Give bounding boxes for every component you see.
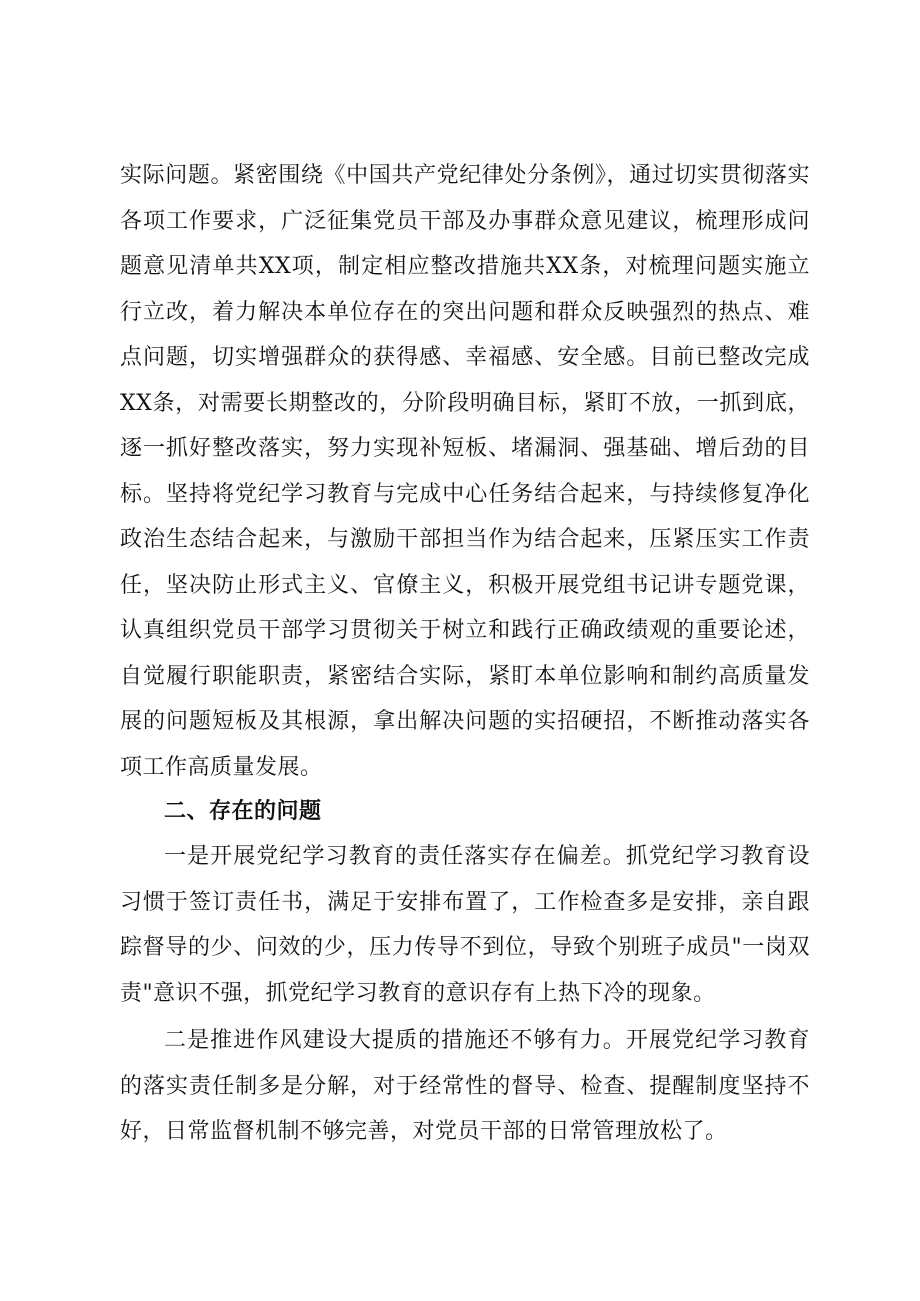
paragraph-implementation-summary: 实际问题。紧密围绕《中国共产党纪律处分条例》，通过切实贯彻落实各项工作要求，广泛征集党员干部及办事群众意见建议，梳理形成问题意见清单共XX项，制定相应整改措施共XX条，对梳理问题实施立行立改，着力解决本单位存在的突出问题和群众反映强烈的热点、难点问题，切实增强群众的获得感、幸福感、安全感。目前已整改完成XX条，对需要长期整改的，分阶段明确目标，紧盯不放，一抓到底，逐一抓好整改落实，努力实现补短板、堵漏洞、强基础、增后劲的目标。坚持将党纪学习教育与完成中心任务结合起来，与持续修复净化政治生态结合起来，与激励干部担当作为结合起来，压紧压实工作责任，坚决防止形式主义、官僚主义，积极开展党组书记讲专题党课，认真组织党员干部学习贯彻关于树立和践行正确政绩观的重要论述，自觉履行职能职责，紧密结合实际，紧盯本单位影响和制约高质量发展的问题短板及其根源，拿出解决问题的实招硬招，不断推动落实各项工作高质量发展。 xyxy=(120,163,810,780)
paragraph-problem-one: 一是开展党纪学习教育的责任落实存在偏差。抓党纪学习教育设习惯于签订责任书，满足于安排布置了，工作检查多是安排，亲自跟踪督导的少、问效的少，压力传导不到位，导致个别班子成员"一岗双责"意识不强，抓党纪学习教育的意识存有上热下冷的现象。 xyxy=(120,844,810,1006)
document-body xyxy=(120,153,810,1155)
paragraph-problem-two: 二是推进作风建设大提质的措施还不够有力。开展党纪学习教育的落实责任制多是分解，对于经常性的督导、检查、提醒制度坚持不好，日常监督机制不够完善，对党员干部的日常管理放松了。 xyxy=(120,1028,810,1144)
section-heading-existing-problems: 二、存在的问题 xyxy=(164,799,322,824)
